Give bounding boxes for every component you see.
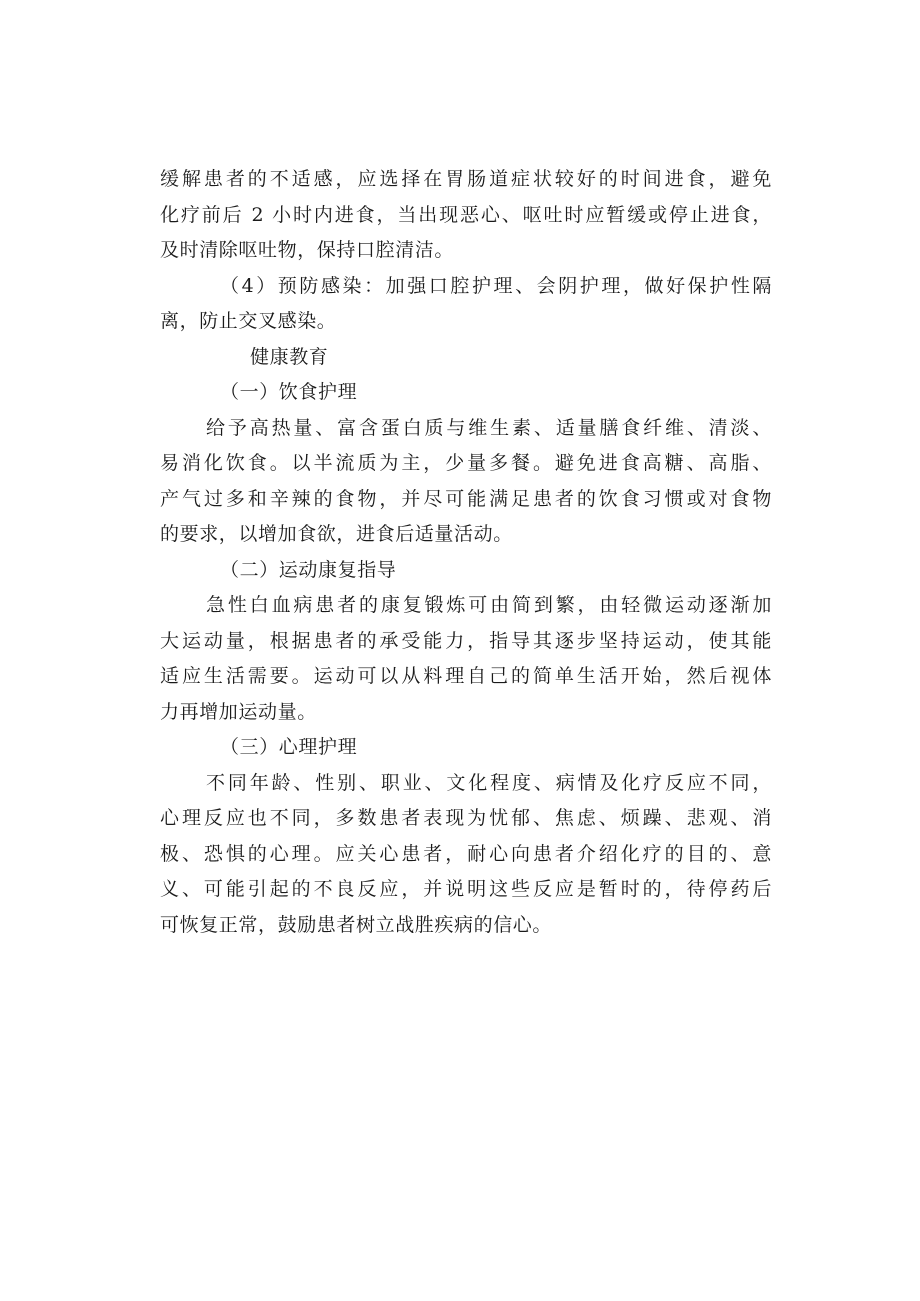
paragraph-line: 离，防止交叉感染。 bbox=[160, 310, 337, 332]
paragraph-line: 可恢复正常，鼓励患者树立战胜疾病的信心。 bbox=[160, 913, 553, 936]
paragraph-line: 给予高热量、富含蛋白质与维生素、适量膳食纤维、清淡、 bbox=[206, 416, 772, 439]
paragraph-line: 心理反应也不同，多数患者表现为忧郁、焦虑、烦躁、悲观、消 bbox=[160, 807, 772, 829]
section-title: 健康教育 bbox=[250, 345, 329, 368]
paragraph-line: 急性白血病患者的康复锻炼可由简到繁，由轻微运动逐渐加 bbox=[206, 594, 772, 616]
paragraph-line: 及时清除呕吐物，保持口腔清洁。 bbox=[160, 239, 455, 261]
subsection-heading-psychology: （三）心理护理 bbox=[220, 736, 358, 758]
subsection-heading-diet: （一）饮食护理 bbox=[220, 381, 358, 403]
paragraph-line: 义、可能引起的不良反应，并说明这些反应是暂时的，待停药后 bbox=[160, 878, 772, 900]
paragraph-line: 不同年龄、性别、职业、文化程度、病情及化疗反应不同， bbox=[206, 771, 772, 794]
subsection-heading-exercise: （二）运动康复指导 bbox=[220, 558, 397, 581]
paragraph-line: 极、恐惧的心理。应关心患者，耐心向患者介绍化疗的目的、意 bbox=[160, 842, 772, 865]
paragraph-line: 力再增加运动量。 bbox=[160, 700, 317, 723]
paragraph-line: 大运动量，根据患者的承受能力，指导其逐步坚持运动，使其能 bbox=[160, 629, 772, 652]
document-body bbox=[160, 162, 772, 943]
paragraph-line: 适应生活需要。运动可以从料理自己的简单生活开始，然后视体 bbox=[160, 665, 772, 687]
paragraph-line: 化疗前后 2 小时内进食，当出现恶心、呕吐时应暂缓或停止进食， bbox=[160, 203, 772, 226]
paragraph-line: （4）预防感染：加强口腔护理、会阴护理，做好保护性隔 bbox=[220, 274, 772, 297]
paragraph-line: 产气过多和辛辣的食物，并尽可能满足患者的饮食习惯或对食物 bbox=[160, 487, 772, 510]
paragraph-line: 缓解患者的不适感，应选择在胃肠道症状较好的时间进食，避免 bbox=[160, 168, 772, 190]
paragraph-line: 的要求，以增加食欲，进食后适量活动。 bbox=[160, 523, 513, 545]
paragraph-line: 易消化饮食。以半流质为主，少量多餐。避免进食高糖、高脂、 bbox=[160, 452, 772, 474]
